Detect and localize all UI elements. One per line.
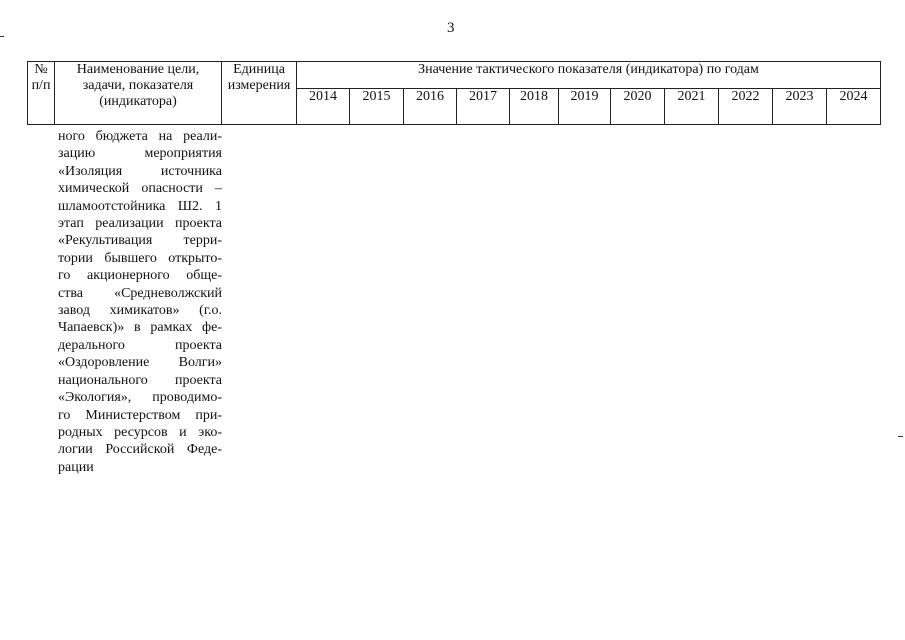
year-2021: 2021: [665, 89, 719, 125]
header-values: Значение тактического показателя (индикатора) по годам: [297, 62, 881, 89]
header-row-top: [28, 62, 881, 89]
continuation-line: родных ресурсов и эко-: [58, 424, 222, 440]
header-unit: Единица измерения: [222, 62, 297, 125]
year-2022: 2022: [719, 89, 773, 125]
continuation-line: этап реализации проекта: [58, 216, 222, 232]
year-2017: 2017: [457, 89, 510, 125]
year-2023: 2023: [773, 89, 827, 125]
scan-mark: [0, 36, 4, 37]
continuation-line: шламоотстойника Ш2. 1: [58, 198, 222, 214]
year-2016: 2016: [404, 89, 457, 125]
year-2015: 2015: [350, 89, 404, 125]
header-number: № п/п: [28, 62, 55, 125]
continuation-line: логии Российской Феде-: [58, 442, 222, 458]
header-name: Наименование цели, задачи, показателя (индикатора): [55, 62, 222, 125]
continuation-line: ства «Средневолжский: [58, 285, 222, 301]
year-2020: 2020: [611, 89, 665, 125]
indicator-table: [27, 61, 881, 125]
continuation-line: тории бывшего открыто-: [58, 250, 222, 266]
indicator-table-container: [27, 61, 881, 125]
continuation-line: химической опасности –: [58, 181, 222, 197]
continuation-line: «Рекультивация терри-: [58, 233, 222, 249]
continuation-line: ного бюджета на реали-: [58, 129, 222, 144]
continuation-line: Чапаевск)» в рамках фе-: [58, 320, 222, 336]
continuation-line: «Экология», проводимо-: [58, 390, 222, 406]
indicator-name-continuation: [58, 128, 222, 476]
scan-mark: [898, 436, 903, 437]
continuation-line: «Оздоровление Волги»: [58, 355, 222, 371]
continuation-line: дерального проекта: [58, 337, 222, 353]
year-2018: 2018: [510, 89, 559, 125]
continuation-line: го акционерного обще-: [58, 268, 222, 284]
continuation-line: национального проекта: [58, 372, 222, 388]
year-2014: 2014: [297, 89, 350, 125]
year-2024: 2024: [827, 89, 881, 125]
year-2019: 2019: [559, 89, 611, 125]
continuation-line: завод химикатов» (г.о.: [58, 303, 222, 319]
continuation-line: рации: [58, 459, 94, 475]
page-number: 3: [447, 20, 455, 36]
continuation-line: зацию мероприятия: [58, 146, 222, 162]
continuation-line: «Изоляция источника: [58, 163, 222, 179]
continuation-line: го Министерством при-: [58, 407, 222, 423]
